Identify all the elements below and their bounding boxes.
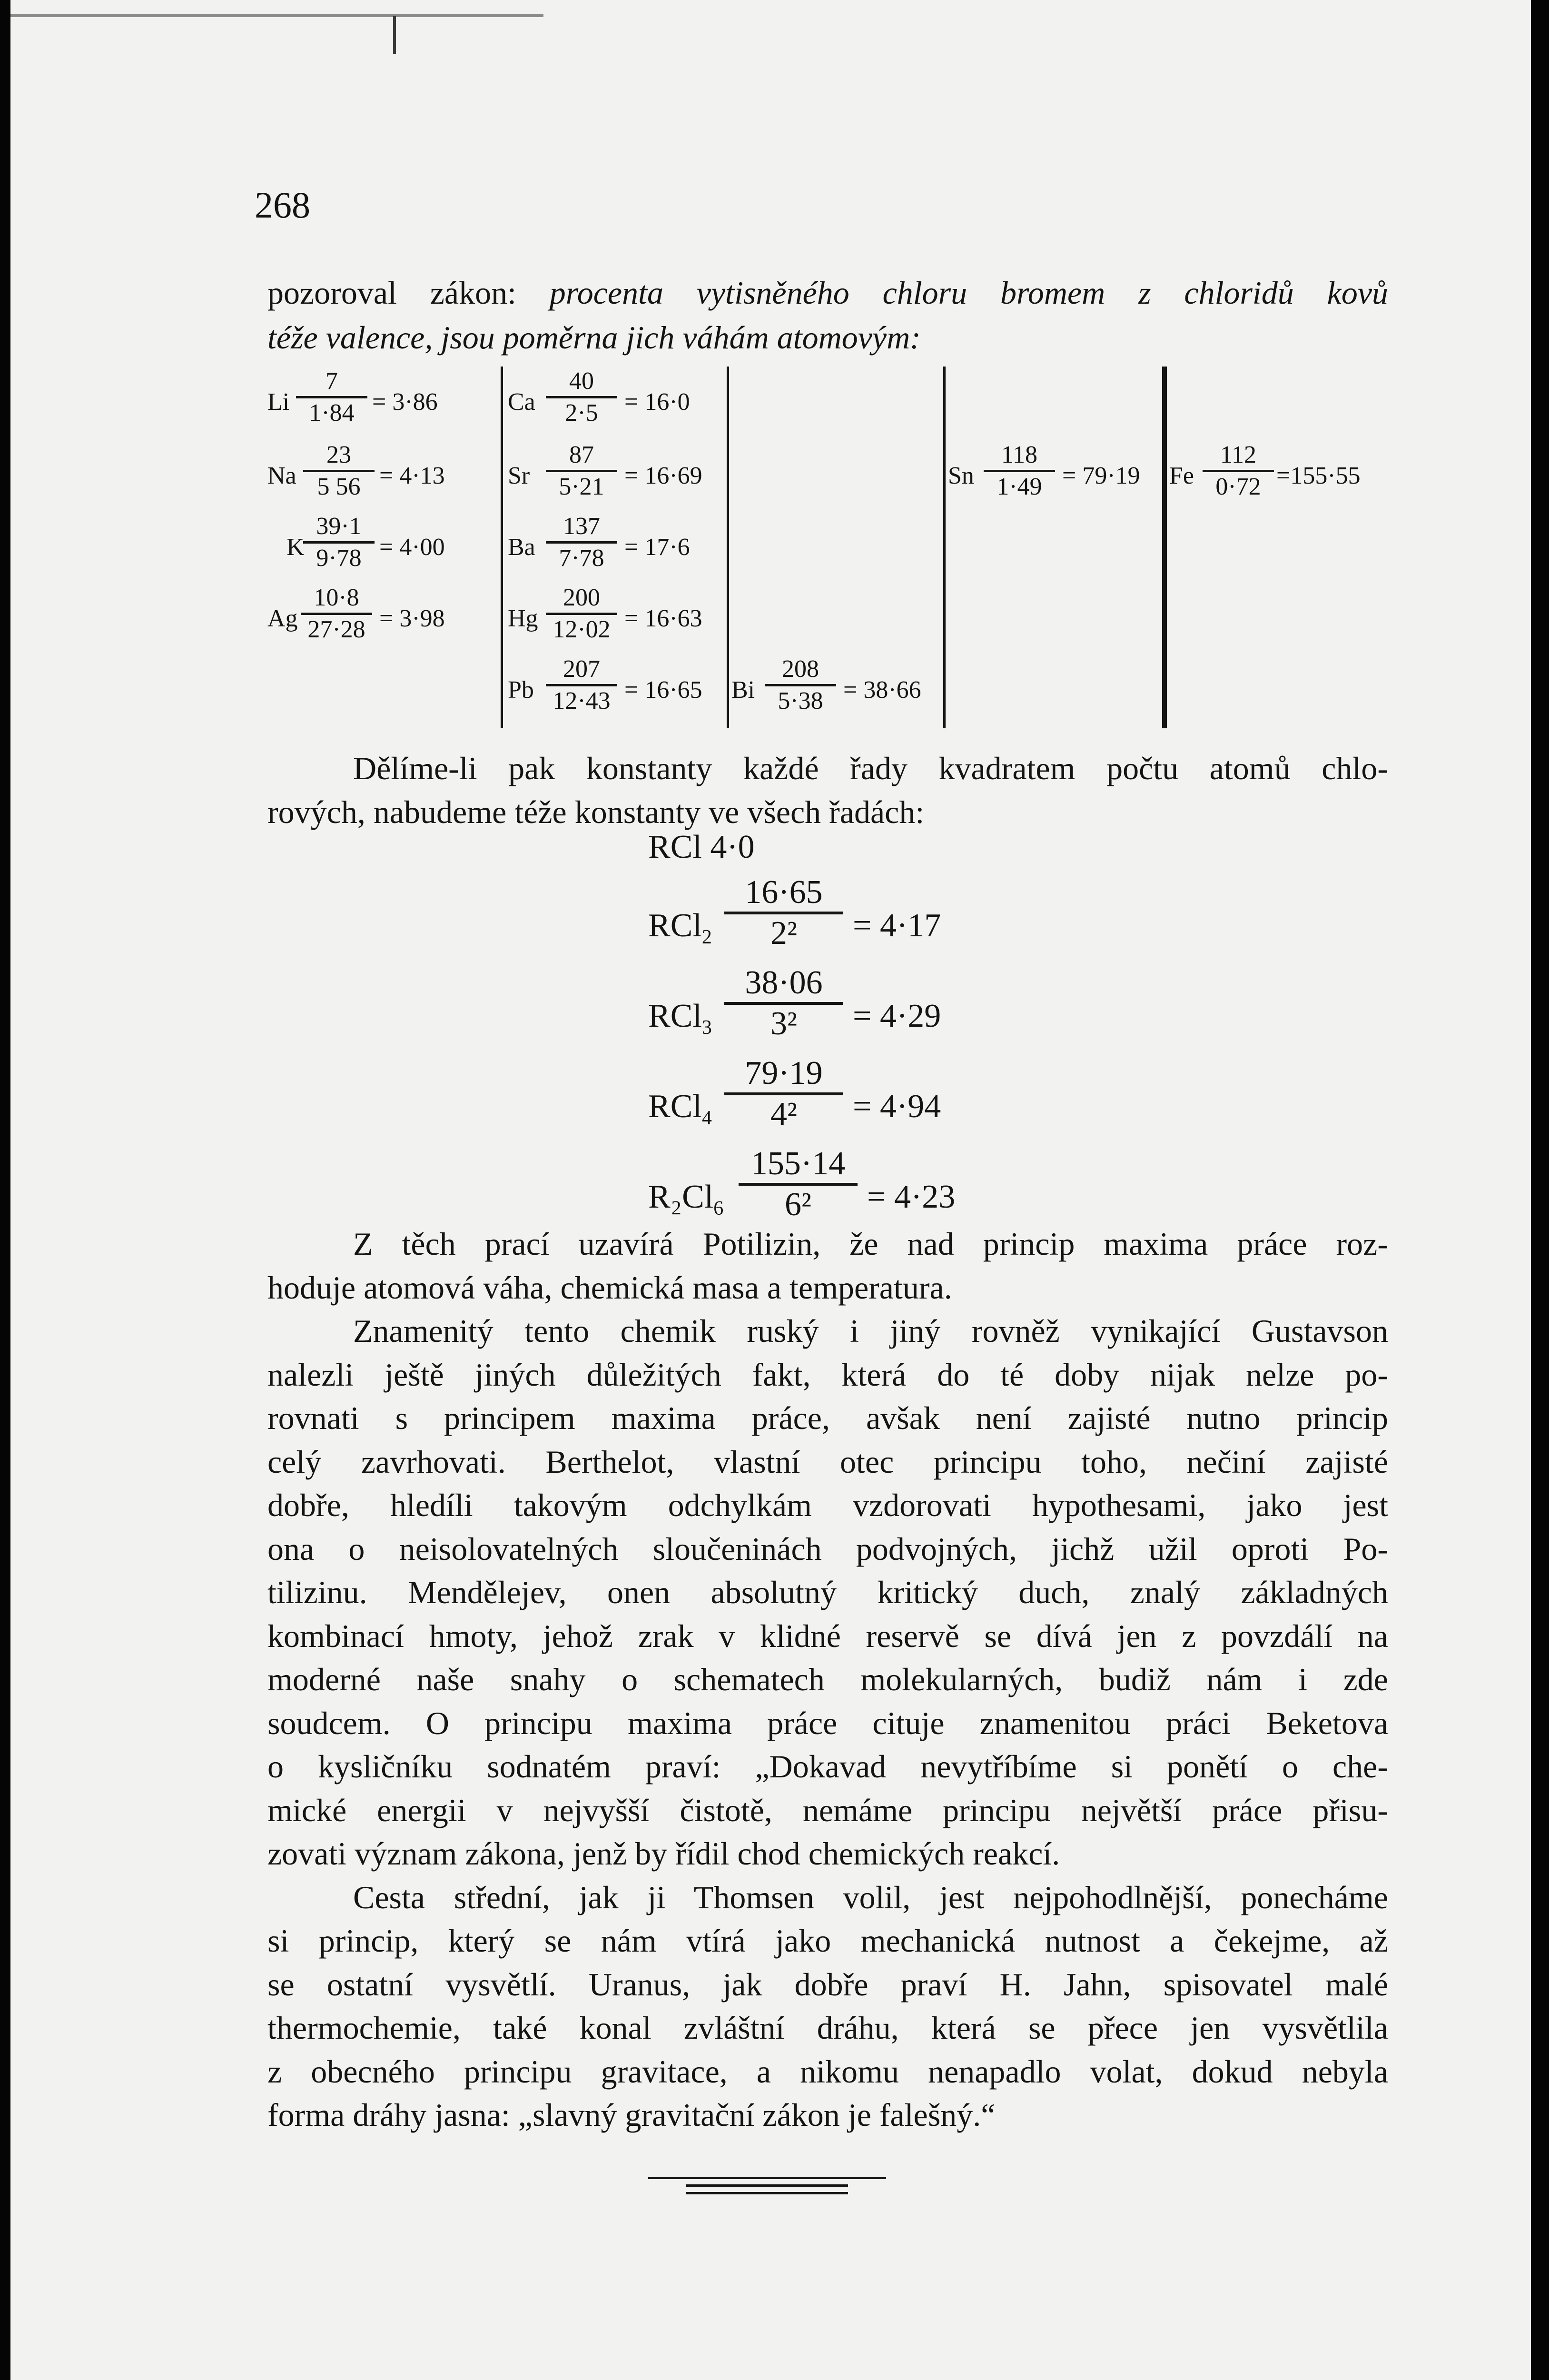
table-cell	[948, 440, 1162, 507]
denominator: 2²	[724, 912, 843, 952]
formula-base-text: RCl	[648, 907, 702, 944]
formula-row	[648, 1054, 1076, 1145]
text-line: thermochemie, také konal zvláštní dráhu, která se přece jen vysvětlila	[267, 2010, 1388, 2046]
book-page	[10, 0, 1531, 2380]
formula-result: = 4·94	[853, 1088, 941, 1125]
denominator: 7·78	[546, 541, 617, 573]
numerator: 10·8	[314, 584, 359, 611]
table-cell	[508, 367, 727, 433]
numerator: 208	[782, 655, 819, 683]
formula-base	[648, 907, 712, 949]
ornament-rule	[686, 2192, 848, 2194]
fraction	[546, 512, 617, 573]
middle-paragraph	[267, 746, 1388, 834]
element-symbol: Sr	[508, 462, 530, 489]
ratio-result: = 16·63	[624, 605, 702, 632]
text-line: moderné naše snahy o schematech molekularných, budiž nám i zde	[267, 1661, 1388, 1697]
text-line: rovnati s principem maxima práce, avšak není zajisté nutno princip	[267, 1400, 1388, 1436]
text-line: soudcem. O principu maxima práce cituje znamenitou práci Beketova	[267, 1705, 1388, 1741]
scan-edge-rule	[10, 14, 543, 17]
element-symbol: Ag	[267, 605, 298, 632]
numerator: 39·1	[316, 513, 362, 540]
formula-subscript: 4	[701, 1107, 712, 1129]
element-symbol: K	[286, 534, 305, 561]
formula-base	[648, 997, 712, 1039]
fraction	[303, 512, 375, 573]
numerator: 23	[326, 441, 351, 468]
text-line: dobře, hledíli takovým odchylkám vzdorovati hypothesami, jako jest	[267, 1487, 1388, 1523]
formula-base	[648, 1178, 723, 1220]
denominator: 2·5	[546, 396, 617, 428]
formula-base-text: RCl	[648, 1088, 702, 1125]
numerator: 118	[1001, 441, 1038, 468]
text-line: tilizinu. Mendělejev, onen absolutný kritický duch, znalý základných	[267, 1574, 1388, 1610]
ratio-result: = 4·00	[379, 534, 445, 561]
intro-line-2	[267, 315, 1388, 360]
fraction	[546, 367, 617, 428]
element-symbol: Pb	[508, 676, 534, 704]
fraction	[546, 583, 617, 645]
formula-subscript: 6	[713, 1198, 724, 1220]
numerator: 40	[569, 367, 594, 395]
denominator: 5·38	[765, 684, 836, 716]
text-line: mické energii v nejvyšší čistotě, nemáme principu největší práce přisu-	[267, 1792, 1388, 1828]
numerator: 112	[1220, 441, 1257, 468]
denominator: 4²	[724, 1092, 843, 1133]
fraction	[546, 654, 617, 716]
denominator: 1·49	[984, 470, 1055, 502]
body-text	[267, 1222, 1388, 2137]
text-line: celý zavrhovati. Berthelot, vlastní otec principu toho, nečiní zajisté	[267, 1443, 1388, 1480]
table-cell	[267, 583, 496, 650]
ratio-result: = 17·6	[624, 534, 690, 561]
text-line: si princip, který se nám vtírá jako mechanická nutnost a čekejme, až	[267, 1923, 1388, 1959]
text-line: ona o neisolovatelných sloučeninách podvojných, jichž užil oproti Po-	[267, 1530, 1388, 1567]
page-number: 268	[255, 184, 310, 226]
table-cell	[508, 440, 727, 507]
table-cell	[508, 654, 727, 721]
element-symbol: Sn	[948, 462, 974, 489]
table-cell	[1169, 440, 1388, 507]
text-line: forma dráhy jasna: „slavný gravitační zákon je falešný.“	[267, 2097, 996, 2133]
table-cell	[508, 512, 727, 578]
element-symbol: Ca	[508, 388, 535, 416]
numerator: 79·19	[745, 1055, 823, 1091]
table-cell	[267, 367, 496, 433]
middle-line-1: Dělíme-li pak konstanty každé řady kvadratem počtu atomů chlo-	[353, 750, 1388, 786]
numerator: 200	[563, 584, 600, 611]
ratio-result: = 3·86	[372, 388, 438, 416]
formula-base-text: R₂Cl	[648, 1179, 714, 1215]
formula-row	[648, 1145, 1076, 1235]
table-cell	[508, 583, 727, 650]
formula-block	[648, 828, 1076, 1238]
fraction	[296, 367, 367, 428]
ratio-result: =155·55	[1276, 462, 1361, 489]
ratio-result: = 16·0	[624, 388, 690, 416]
numerator: 38·06	[745, 964, 823, 1001]
ratio-result: = 16·65	[624, 676, 702, 704]
table-cell	[267, 512, 496, 578]
fraction	[724, 1054, 843, 1133]
intro-paragraph	[267, 270, 1388, 360]
intro-line-1	[267, 270, 1388, 315]
denominator: 9·78	[303, 541, 375, 573]
intro-italic-1: procenta vytisněného chloru bromem z chloridů kovů	[549, 275, 1388, 311]
table-cell	[267, 440, 496, 507]
denominator: 3²	[724, 1002, 843, 1043]
fraction	[1203, 440, 1274, 502]
text-line: Cesta střední, jak ji Thomsen volil, jest nejpohodlnější, ponecháme	[353, 1879, 1388, 1915]
element-symbol: Na	[267, 462, 296, 489]
intro-lead: pozoroval zákon:	[267, 275, 550, 311]
scan-edge-mark	[393, 16, 396, 54]
denominator: 5·21	[546, 470, 617, 502]
ornament-rule	[648, 2177, 886, 2179]
denominator: 1·84	[296, 396, 367, 428]
ratio-result: = 38·66	[843, 676, 921, 704]
text-line: Z těch prací uzavírá Potilizin, že nad princip maxima práce roz-	[353, 1226, 1388, 1262]
ratio-result: = 4·13	[379, 462, 445, 489]
formula-subscript: 2	[701, 926, 712, 948]
denominator: 6²	[739, 1183, 858, 1224]
element-symbol: Fe	[1169, 462, 1194, 489]
fraction	[765, 654, 836, 716]
fraction	[724, 873, 843, 952]
element-symbol: Li	[267, 388, 290, 416]
text-line: hoduje atomová váha, chemická masa a temperatura.	[267, 1269, 952, 1306]
numerator: 16·65	[745, 874, 823, 911]
numerator: 155·14	[750, 1145, 846, 1182]
element-symbol: Bi	[731, 676, 755, 704]
fraction	[546, 440, 617, 502]
fraction	[984, 440, 1055, 502]
formula-row	[648, 873, 1076, 964]
formula-result: = 4·17	[853, 907, 941, 944]
formula-result: = 4·23	[867, 1179, 956, 1215]
table-divider	[727, 367, 729, 728]
numerator: 87	[569, 441, 594, 468]
middle-line-2: rových, nabudeme téže konstanty ve všech řadách:	[267, 794, 925, 830]
denominator: 5 56	[303, 470, 375, 502]
denominator: 12·02	[546, 613, 617, 645]
formula-row	[648, 964, 1076, 1054]
text-line: kombinací hmoty, jehož zrak v klidné reservě se dívá jen z povzdálí na	[267, 1617, 1388, 1654]
denominator: 12·43	[546, 684, 617, 716]
fraction	[301, 583, 372, 645]
table-divider	[1164, 367, 1167, 728]
table-divider	[943, 367, 946, 728]
intro-italic-2: téže valence, jsou poměrna jich váhám atomovým:	[267, 319, 921, 356]
numerator: 207	[563, 655, 600, 683]
text-line: z obecného principu gravitace, a nikomu nenapadlo volat, dokud nebyla	[267, 2053, 1388, 2090]
formula-subscript: 3	[701, 1017, 712, 1039]
table-cell	[731, 654, 941, 721]
numerator: 7	[326, 367, 338, 395]
ornament-rule	[686, 2184, 848, 2187]
fraction	[739, 1145, 858, 1224]
formula-base-text: RCl	[648, 998, 702, 1034]
fraction	[303, 440, 375, 502]
formula-row	[648, 828, 1076, 871]
text-line: nalezli ještě jiných důležitých fakt, která do té doby nijak nelze po-	[267, 1356, 1388, 1393]
element-symbol: Hg	[508, 605, 538, 632]
denominator: 0·72	[1203, 470, 1274, 502]
text-line: Znamenitý tento chemik ruský i jiný rovněž vynikající Gustavson	[353, 1313, 1388, 1349]
ratio-result: = 16·69	[624, 462, 702, 489]
table-divider	[501, 367, 503, 728]
ratio-result: = 79·19	[1062, 462, 1140, 489]
denominator: 27·28	[301, 613, 372, 645]
element-symbol: Ba	[508, 534, 535, 561]
atomic-weight-table	[267, 367, 1391, 728]
text-line: o kysličníku sodnatém praví: „Dokavad nevytříbíme si ponětí o che-	[267, 1748, 1388, 1785]
text-line: zovati význam zákona, jenž by řídil chod chemických reakcí.	[267, 1835, 1060, 1872]
text-line: se ostatní vysvětlí. Uranus, jak dobře praví H. Jahn, spisovatel malé	[267, 1966, 1388, 2003]
numerator: 137	[563, 513, 600, 540]
formula-result: = 4·29	[853, 998, 941, 1034]
ratio-result: = 3·98	[379, 605, 445, 632]
end-ornament	[648, 2173, 886, 2202]
fraction	[724, 964, 843, 1043]
formula-rcl: RCl 4·0	[648, 829, 755, 865]
formula-base	[648, 1088, 712, 1130]
